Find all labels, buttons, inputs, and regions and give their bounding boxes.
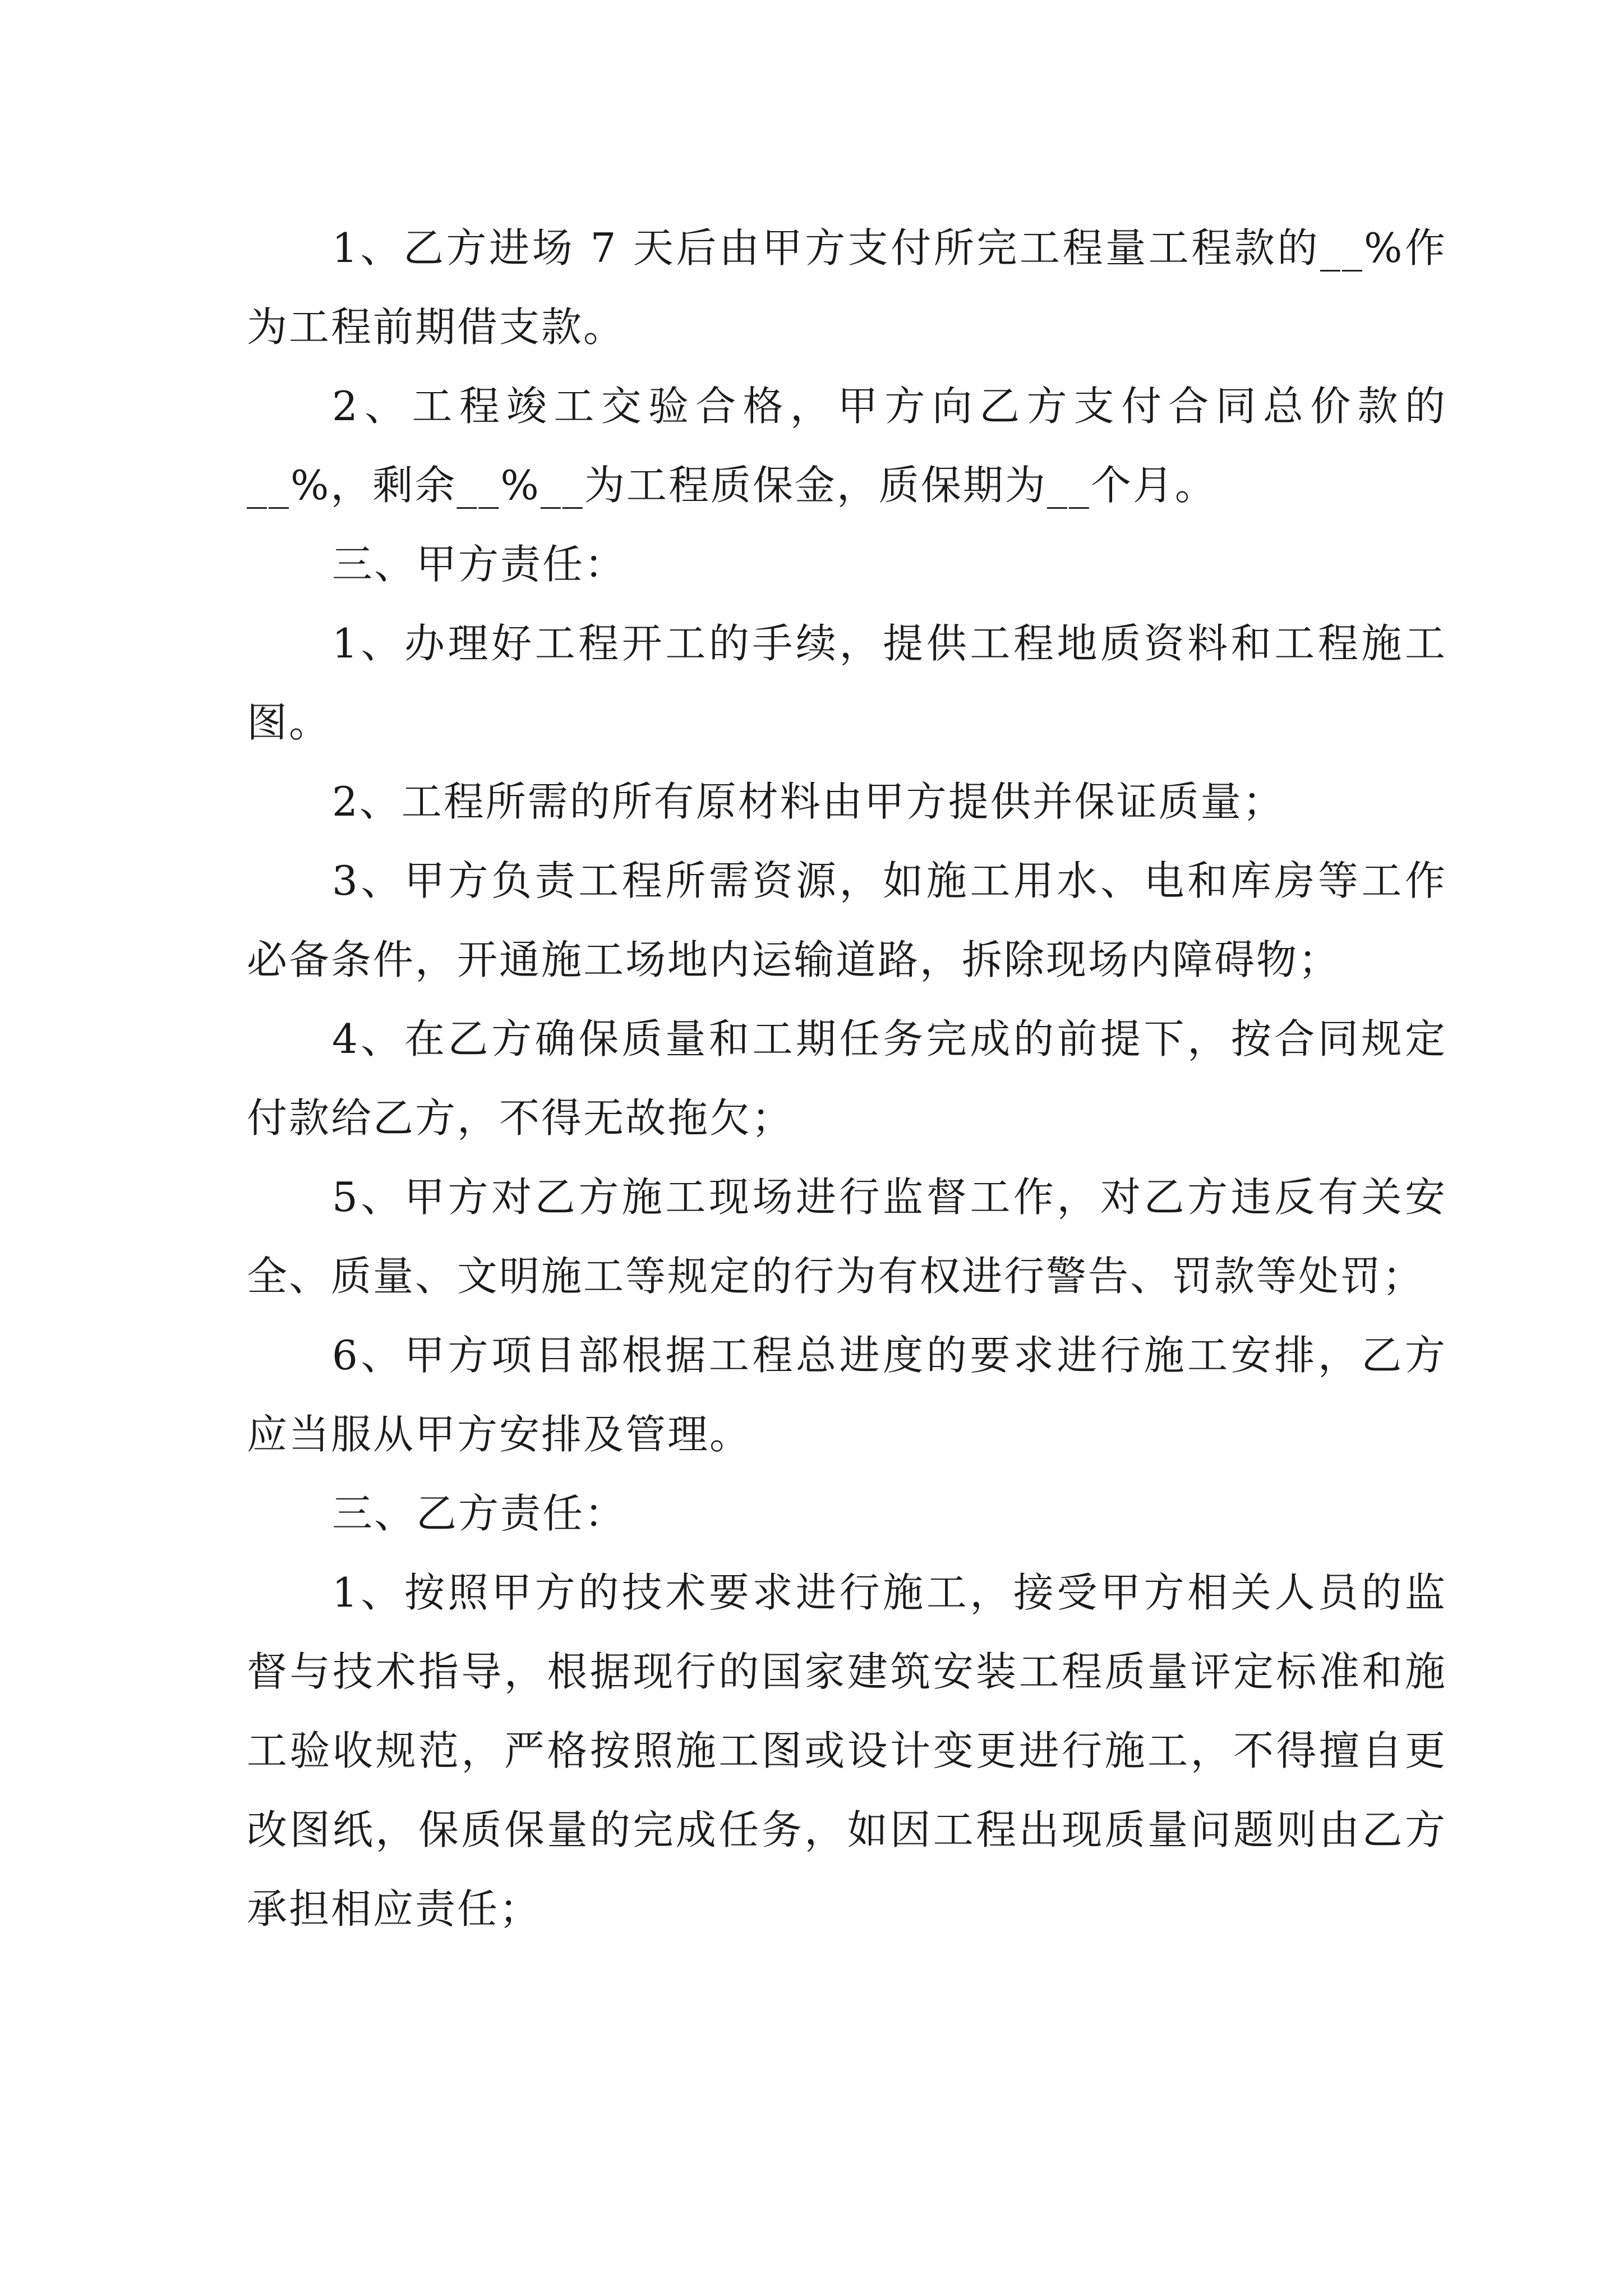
paragraph-party-b-item-1: 1、按照甲方的技术要求进行施工，接受甲方相关人员的监督与技术指导，根据现行的国家建筑安装工程质量评定标准和施工验收规范，严格按照施工图或设计变更进行施工，不得擅自更改图纸，保质保量的完成任务，如因工程出现质量问题则由乙方承担相应责任； <box>247 1569 1447 1932</box>
paragraph-party-a-item-2: 2、工程所需的所有原材料由甲方提供并保证质量； <box>332 778 1285 825</box>
section-heading-party-b-duties: 三、乙方责任： <box>332 1490 627 1537</box>
paragraph-payment-advance: 1、乙方进场 7 天后由甲方支付所完工程量工程款的__%作为工程前期借支款。 <box>247 224 1447 351</box>
paragraph-party-a-item-5: 5、甲方对乙方施工现场进行监督工作，对乙方违反有关安全、质量、文明施工等规定的行为有权进行警告、罚款等处罚； <box>247 1174 1447 1300</box>
paragraph-payment-completion: 2、工程竣工交验合格，甲方向乙方支付合同总价款的__%，剩余__%__为工程质保金，质保期为__个月。 <box>247 383 1447 509</box>
paragraph-party-a-item-1: 1、办理好工程开工的手续，提供工程地质资料和工程施工图。 <box>247 620 1447 746</box>
paragraph-party-a-item-6: 6、甲方项目部根据工程总进度的要求进行施工安排，乙方应当服从甲方安排及管理。 <box>247 1332 1447 1458</box>
section-heading-party-a-duties: 三、甲方责任： <box>332 541 627 588</box>
paragraph-party-a-item-3: 3、甲方负责工程所需资源，如施工用水、电和库房等工作必备条件，开通施工场地内运输道路，拆除现场内障碍物； <box>247 857 1447 983</box>
paragraph-party-a-item-4: 4、在乙方确保质量和工期任务完成的前提下，按合同规定付款给乙方，不得无故拖欠； <box>247 1015 1447 1142</box>
document-body <box>247 209 1447 1949</box>
